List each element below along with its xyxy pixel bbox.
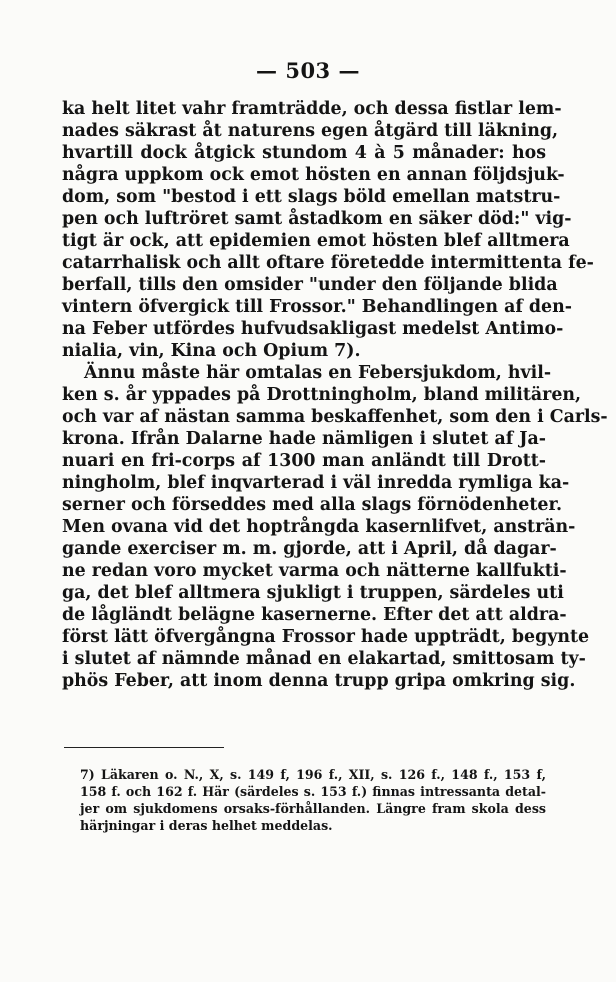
text-line: de lågländt belägne kasernerne. Efter det att aldra- [62,605,567,625]
text-line: nades säkrast åt naturens egen åtgärd till läkning, [62,121,559,141]
text-line: gande exerciser m. m. gjorde, att i April, då dagar- [62,539,557,559]
text-line: catarrhalisk och allt oftare företedde intermittenta fe- [62,253,594,273]
footnote-line: 158 f. och 162 f. Här (särdeles s. 153 f.) finnas intressanta detal- [80,784,546,799]
text-line: ken s. år yppades på Drottningholm, bland militären, [62,385,582,405]
text-line: och var af nästan samma beskaffenhet, som den i Carls- [62,407,608,427]
footnote-divider [64,747,224,748]
text-line: tigt är ock, att epidemien emot hösten blef alltmera [62,231,570,251]
text-line: phös Feber, att inom denna trupp gripa omkring sig. [62,671,576,691]
text-line: pen och luftröret samt åstadkom en säker död:" vig- [62,209,572,229]
text-line: vintern öfvergick till Frossor." Behandlingen af den- [62,297,572,317]
text-line: först lätt öfvergångna Frossor hade uppträdt, begynte [62,627,590,647]
text-line: ga, det blef alltmera sjukligt i truppen, särdeles uti [62,583,564,603]
body-text [62,98,608,692]
text-line: ningholm, blef inqvarterad i väl inredda rymliga ka- [62,473,570,493]
text-line: Men ovana vid det hoptrångda kasernlifvet, ansträn- [62,517,576,537]
footnote [62,766,546,834]
text-line: i slutet af nämnde månad en elakartad, smittosam ty- [62,649,586,669]
text-line: nuari en fri-corps af 1300 man anländt till Drott- [62,451,546,471]
text-line: krona. Ifrån Dalarne hade nämligen i slutet af Ja- [62,429,546,449]
text-line: hvartill dock åtgick stundom 4 à 5 månader: hos [62,143,546,163]
text-line: dom, som "bestod i ett slags böld emellan matstru- [62,187,561,207]
text-line: na Feber utfördes hufvudsakligast medelst Antimo- [62,319,564,339]
text-line: nialia, vin, Kina och Opium 7). [62,341,361,361]
footnote-line: härjningar i deras helhet meddelas. [80,818,333,833]
text-line: ne redan voro mycket varma och nätterne kallfukti- [62,561,567,581]
footnote-line: jer om sjukdomens orsaks-förhållanden. Längre fram skola dess [80,801,546,816]
paragraph-start-line: Ännu måste här omtalas en Febersjukdom, hvil- [84,363,552,383]
page-number: — 503 — [256,58,360,83]
text-line: några uppkom ock emot hösten en annan följdsjuk- [62,165,565,185]
text-line: serner och förseddes med alla slags förnödenheter. [62,495,563,515]
text-line: ka helt litet vahr framträdde, och dessa fistlar lem- [62,99,562,119]
text-line: berfall, tills den omsider "under den följande blida [62,275,558,295]
footnote-line: 7) Läkaren o. N., X, s. 149 f, 196 f., XII, s. 126 f., 148 f., 153 f, [80,767,546,782]
